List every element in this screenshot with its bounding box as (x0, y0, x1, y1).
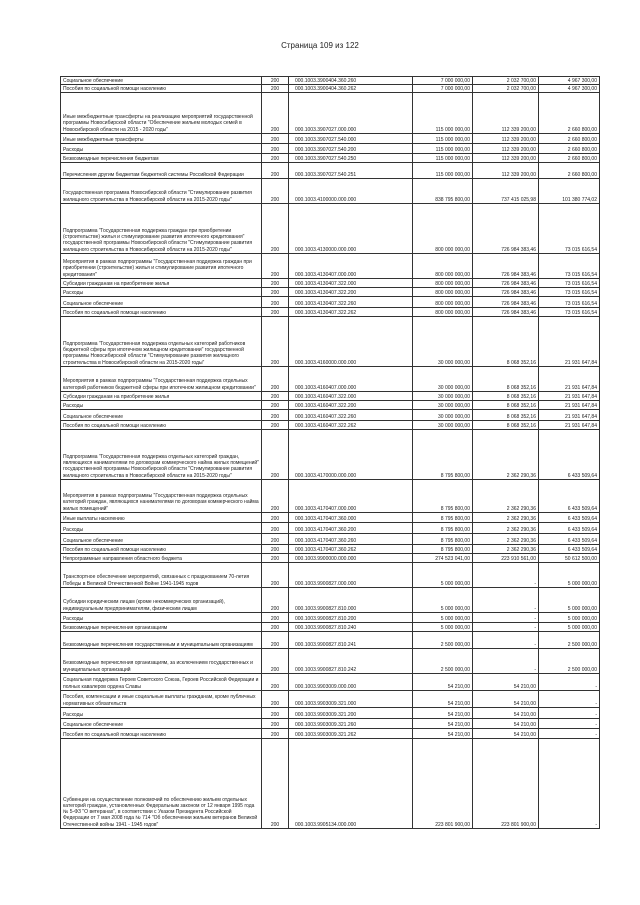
cell-approved-amount: 838 795 800,00 (413, 179, 473, 204)
cell-approved-amount: 30 000 000,00 (413, 367, 473, 392)
cell-budget-classification-code: 000.1003.4170407.360.200 (289, 523, 413, 534)
table-row (61, 430, 600, 480)
cell-line-code: 200 (262, 410, 289, 421)
cell-expense-name: Иные межбюджетные трансферты на реализацию мероприятий государственной программы Новосибирской области "Обеспечение жильем молодых семей в Новосибирской области на 2015 - 2020 годы" (61, 93, 262, 134)
cell-unexecuted-amount: 2 660 800,00 (539, 163, 600, 179)
cell-line-code: 200 (262, 534, 289, 545)
cell-budget-classification-code: 000.1003.4160407.322.200 (289, 401, 413, 410)
cell-line-code: 200 (262, 279, 289, 288)
cell-approved-amount: 54 210,00 (413, 708, 473, 719)
cell-budget-classification-code: 000.1003.9900000.000.000 (289, 554, 413, 563)
cell-line-code: 200 (262, 649, 289, 674)
cell-executed-amount: 2 362 290,36 (473, 523, 539, 534)
table-row (61, 154, 600, 163)
cell-expense-name: Перечисления другим бюджетам бюджетной системы Российской Федерации (61, 163, 262, 179)
cell-expense-name: Субсидии юридическим лицам (кроме некоммерческих организаций), индивидуальным предпринимателям, физическим лицам (61, 588, 262, 613)
cell-unexecuted-amount: 6 433 509,64 (539, 430, 600, 480)
cell-approved-amount: 115 000 000,00 (413, 154, 473, 163)
cell-approved-amount: 2 500 000,00 (413, 632, 473, 649)
cell-expense-name: Социальное обеспечение (61, 297, 262, 308)
cell-executed-amount: 54 210,00 (473, 729, 539, 739)
cell-unexecuted-amount: 50 612 500,00 (539, 554, 600, 563)
cell-unexecuted-amount: - (539, 729, 600, 739)
cell-unexecuted-amount: 73 015 616,54 (539, 254, 600, 279)
table-row (61, 134, 600, 144)
cell-executed-amount: 8 068 352,16 (473, 410, 539, 421)
cell-line-code: 200 (262, 163, 289, 179)
table-row (61, 392, 600, 401)
budget-execution-table (60, 76, 600, 829)
cell-expense-name: Пособия по социальной помощи населению (61, 545, 262, 554)
cell-executed-amount: 8 068 352,16 (473, 317, 539, 367)
cell-budget-classification-code: 000.1003.4130000.000.000 (289, 204, 413, 254)
cell-approved-amount: 800 000 000,00 (413, 254, 473, 279)
cell-line-code: 200 (262, 297, 289, 308)
cell-budget-classification-code: 000.1003.3907027.540.251 (289, 163, 413, 179)
cell-expense-name: Социальное обеспечение (61, 534, 262, 545)
cell-budget-classification-code: 000.1003.9903009.321.200 (289, 708, 413, 719)
cell-executed-amount: 54 210,00 (473, 708, 539, 719)
table-row (61, 288, 600, 297)
table-row (61, 421, 600, 430)
cell-executed-amount: 112 339 200,00 (473, 134, 539, 144)
cell-unexecuted-amount: - (539, 691, 600, 708)
cell-expense-name: Иные выплаты населению (61, 513, 262, 523)
cell-unexecuted-amount: - (539, 739, 600, 829)
cell-approved-amount: 5 000 000,00 (413, 613, 473, 623)
table-row (61, 691, 600, 708)
cell-budget-classification-code: 000.1003.4130407.000.000 (289, 254, 413, 279)
cell-unexecuted-amount: 21 931 647,84 (539, 392, 600, 401)
cell-budget-classification-code: 000.1003.4170407.360.260 (289, 534, 413, 545)
table-row (61, 613, 600, 623)
cell-approved-amount: 30 000 000,00 (413, 421, 473, 430)
table-row (61, 254, 600, 279)
cell-expense-name: Непрограммные направления областного бюджета (61, 554, 262, 563)
table-row (61, 279, 600, 288)
cell-approved-amount: 115 000 000,00 (413, 134, 473, 144)
cell-expense-name: Субвенции на осуществление полномочий по обеспечению жильем отдельных категорий граждан, установленных Федеральным законом от 12 января 1995 года № 5-ФЗ "О ветеранах", в соответствии с Указом Президента Российской Федерации от 7 мая 2008 года № 714 "Об обеспечении жильем ветеранов Великой Отечественной войны 1941 - 1945 годов" (61, 739, 262, 829)
cell-budget-classification-code: 000.1003.3907027.540.000 (289, 134, 413, 144)
table-row (61, 554, 600, 563)
cell-budget-classification-code: 000.1003.4160407.322.000 (289, 392, 413, 401)
cell-expense-name: Мероприятия в рамках подпрограммы "Государственная поддержка отдельных категорий работников бюджетной сферы при ипотечном жилищном кредитовании" (61, 367, 262, 392)
cell-approved-amount: 8 795 800,00 (413, 513, 473, 523)
cell-executed-amount: 54 210,00 (473, 674, 539, 691)
cell-approved-amount: 5 000 000,00 (413, 623, 473, 632)
cell-executed-amount: 2 362 290,36 (473, 545, 539, 554)
cell-expense-name: Подпрограмма "Государственная поддержка граждан при приобретении (строительстве) жилья и стимулирование развития ипотечного кредитования" государственной программы Новосибирской области "Стимулирование развития жилищного строительства в Новосибирской области на 2015-2020 годы" (61, 204, 262, 254)
cell-expense-name: Расходы (61, 708, 262, 719)
cell-approved-amount: 8 795 800,00 (413, 534, 473, 545)
cell-executed-amount: 2 362 290,36 (473, 480, 539, 513)
table-row (61, 93, 600, 134)
cell-line-code: 200 (262, 430, 289, 480)
cell-expense-name: Пособия по социальной помощи населению (61, 85, 262, 93)
table-row (61, 308, 600, 317)
cell-expense-name: Социальная поддержка Героев Советского Союза, Героев Российской Федерации и полных кавалеров ордена Славы (61, 674, 262, 691)
table-row (61, 674, 600, 691)
cell-executed-amount: 726 984 383,46 (473, 308, 539, 317)
cell-approved-amount: 30 000 000,00 (413, 317, 473, 367)
cell-unexecuted-amount: 4 967 300,00 (539, 77, 600, 85)
cell-executed-amount: 112 339 200,00 (473, 144, 539, 154)
cell-approved-amount: 7 000 000,00 (413, 77, 473, 85)
cell-executed-amount: - (473, 623, 539, 632)
table-row (61, 297, 600, 308)
cell-executed-amount: 54 210,00 (473, 719, 539, 729)
cell-approved-amount: 800 000 000,00 (413, 279, 473, 288)
cell-unexecuted-amount: 101 380 774,02 (539, 179, 600, 204)
cell-line-code: 200 (262, 421, 289, 430)
cell-budget-classification-code: 000.1003.4170000.000.000 (289, 430, 413, 480)
cell-executed-amount: 8 068 352,16 (473, 367, 539, 392)
cell-approved-amount: 800 000 000,00 (413, 308, 473, 317)
cell-line-code: 200 (262, 93, 289, 134)
table-row (61, 77, 600, 85)
cell-approved-amount: 5 000 000,00 (413, 588, 473, 613)
table-row (61, 534, 600, 545)
cell-line-code: 200 (262, 77, 289, 85)
cell-unexecuted-amount: 5 000 000,00 (539, 563, 600, 588)
cell-unexecuted-amount: 2 660 800,00 (539, 144, 600, 154)
cell-expense-name: Расходы (61, 613, 262, 623)
cell-unexecuted-amount: 73 015 616,54 (539, 204, 600, 254)
cell-budget-classification-code: 000.1003.9900827.810.000 (289, 588, 413, 613)
cell-approved-amount: 115 000 000,00 (413, 144, 473, 154)
cell-unexecuted-amount: 21 931 647,84 (539, 367, 600, 392)
cell-expense-name: Пособия по социальной помощи населению (61, 308, 262, 317)
cell-line-code: 200 (262, 85, 289, 93)
cell-unexecuted-amount: 6 433 509,64 (539, 513, 600, 523)
cell-unexecuted-amount: 2 500 000,00 (539, 632, 600, 649)
cell-line-code: 200 (262, 739, 289, 829)
cell-line-code: 200 (262, 204, 289, 254)
table-row (61, 317, 600, 367)
cell-line-code: 200 (262, 729, 289, 739)
cell-line-code: 200 (262, 134, 289, 144)
cell-approved-amount: 54 210,00 (413, 674, 473, 691)
table-row (61, 708, 600, 719)
cell-approved-amount: 223 801 900,00 (413, 739, 473, 829)
cell-expense-name: Социальное обеспечение (61, 719, 262, 729)
cell-unexecuted-amount: 73 015 616,54 (539, 279, 600, 288)
cell-approved-amount: 2 500 000,00 (413, 649, 473, 674)
cell-approved-amount: 54 210,00 (413, 729, 473, 739)
cell-expense-name: Государственная программа Новосибирской области "Стимулирование развития жилищного строительства в Новосибирской области на 2015-2020 годы" (61, 179, 262, 204)
cell-executed-amount: 54 210,00 (473, 691, 539, 708)
cell-executed-amount: 112 339 200,00 (473, 93, 539, 134)
cell-budget-classification-code: 000.1003.9903009.321.262 (289, 729, 413, 739)
cell-expense-name: Пособия, компенсации и иные социальные выплаты гражданам, кроме публичных нормативных обязательств (61, 691, 262, 708)
cell-approved-amount: 30 000 000,00 (413, 401, 473, 410)
table-row (61, 588, 600, 613)
cell-budget-classification-code: 000.1003.4170407.360.000 (289, 513, 413, 523)
cell-budget-classification-code: 000.1003.9900827.000.000 (289, 563, 413, 588)
cell-line-code: 200 (262, 480, 289, 513)
table-row (61, 163, 600, 179)
cell-approved-amount: 115 000 000,00 (413, 93, 473, 134)
cell-expense-name: Подпрограмма "Государственная поддержка отдельных категорий граждан, являющихся нанимателями по договорам коммерческого найма жилых помещений" государственной программы Новосибирской области "Стимулирование развития жилищного строительства в Новосибирской области на 2015-2020 годы" (61, 430, 262, 480)
cell-unexecuted-amount: 5 000 000,00 (539, 623, 600, 632)
cell-expense-name: Социальное обеспечение (61, 410, 262, 421)
cell-approved-amount: 30 000 000,00 (413, 392, 473, 401)
cell-executed-amount: - (473, 632, 539, 649)
cell-approved-amount: 800 000 000,00 (413, 297, 473, 308)
cell-unexecuted-amount: 5 000 000,00 (539, 588, 600, 613)
table-row (61, 719, 600, 729)
cell-approved-amount: 800 000 000,00 (413, 288, 473, 297)
cell-unexecuted-amount: 5 000 000,00 (539, 613, 600, 623)
cell-approved-amount: 5 000 000,00 (413, 563, 473, 588)
table-row (61, 632, 600, 649)
cell-executed-amount: 223 801 900,00 (473, 739, 539, 829)
cell-budget-classification-code: 000.1003.3907027.000.000 (289, 93, 413, 134)
cell-unexecuted-amount: - (539, 708, 600, 719)
table-row (61, 179, 600, 204)
cell-executed-amount: 8 068 352,16 (473, 401, 539, 410)
cell-line-code: 200 (262, 563, 289, 588)
cell-unexecuted-amount: 6 433 509,64 (539, 545, 600, 554)
table-row (61, 523, 600, 534)
cell-budget-classification-code: 000.1003.9900827.810.241 (289, 632, 413, 649)
cell-line-code: 200 (262, 392, 289, 401)
cell-executed-amount: 726 984 383,46 (473, 254, 539, 279)
cell-budget-classification-code: 000.1003.9905134.000.000 (289, 739, 413, 829)
cell-executed-amount: 8 068 352,16 (473, 392, 539, 401)
cell-approved-amount: 7 000 000,00 (413, 85, 473, 93)
cell-line-code: 200 (262, 523, 289, 534)
table-row (61, 401, 600, 410)
cell-budget-classification-code: 000.1003.4160407.322.262 (289, 421, 413, 430)
cell-expense-name: Расходы (61, 523, 262, 534)
table-row (61, 85, 600, 93)
table-row (61, 739, 600, 829)
cell-expense-name: Транспортное обеспечение мероприятий, связанных с празднованием 70-летия Победы в Великой Отечественной Войне 1941-1945 годов (61, 563, 262, 588)
cell-unexecuted-amount: 21 931 647,84 (539, 421, 600, 430)
table-row (61, 367, 600, 392)
cell-executed-amount: 2 032 700,00 (473, 77, 539, 85)
cell-approved-amount: 800 000 000,00 (413, 204, 473, 254)
cell-executed-amount: - (473, 613, 539, 623)
cell-approved-amount: 54 210,00 (413, 719, 473, 729)
cell-line-code: 200 (262, 719, 289, 729)
cell-line-code: 200 (262, 554, 289, 563)
cell-unexecuted-amount: 2 500 000,00 (539, 649, 600, 674)
cell-expense-name: Мероприятия в рамках подпрограммы "Государственная поддержка граждан при приобретении (строительстве) жилья и стимулирование развития ипотечного кредитования" (61, 254, 262, 279)
cell-executed-amount: 726 984 383,46 (473, 288, 539, 297)
cell-line-code: 200 (262, 545, 289, 554)
cell-expense-name: Субсидии гражданам на приобретение жилья (61, 392, 262, 401)
cell-approved-amount: 8 795 800,00 (413, 523, 473, 534)
cell-line-code: 200 (262, 401, 289, 410)
table-row (61, 649, 600, 674)
table-row (61, 729, 600, 739)
cell-unexecuted-amount: - (539, 719, 600, 729)
cell-unexecuted-amount: 21 931 647,84 (539, 401, 600, 410)
cell-expense-name: Расходы (61, 288, 262, 297)
cell-budget-classification-code: 000.1003.9903009.321.000 (289, 691, 413, 708)
cell-line-code: 200 (262, 588, 289, 613)
cell-executed-amount: 2 362 290,36 (473, 430, 539, 480)
cell-budget-classification-code: 000.1003.9900827.810.240 (289, 623, 413, 632)
cell-budget-classification-code: 000.1003.4170407.000.000 (289, 480, 413, 513)
table-row (61, 410, 600, 421)
cell-executed-amount: 8 068 352,16 (473, 421, 539, 430)
cell-budget-classification-code: 000.1003.9900827.810.200 (289, 613, 413, 623)
cell-line-code: 200 (262, 613, 289, 623)
cell-executed-amount: 223 910 561,00 (473, 554, 539, 563)
cell-budget-classification-code: 000.1003.3907027.540.200 (289, 144, 413, 154)
cell-line-code: 200 (262, 144, 289, 154)
cell-budget-classification-code: 000.1003.4100000.000.000 (289, 179, 413, 204)
cell-budget-classification-code: 000.1003.4130407.322.000 (289, 279, 413, 288)
cell-unexecuted-amount: 21 931 647,84 (539, 317, 600, 367)
cell-line-code: 200 (262, 674, 289, 691)
cell-executed-amount: 737 415 025,98 (473, 179, 539, 204)
table-row (61, 480, 600, 513)
cell-unexecuted-amount: 73 015 616,54 (539, 308, 600, 317)
cell-expense-name: Безвозмездные перечисления организациям, за исключением государственных и муниципальных организаций (61, 649, 262, 674)
cell-budget-classification-code: 000.1003.9903009.000.000 (289, 674, 413, 691)
cell-budget-classification-code: 000.1003.4160000.000.000 (289, 317, 413, 367)
cell-expense-name: Расходы (61, 144, 262, 154)
cell-unexecuted-amount: 2 660 800,00 (539, 154, 600, 163)
cell-unexecuted-amount: - (539, 674, 600, 691)
cell-expense-name: Безвозмездные перечисления организациям (61, 623, 262, 632)
cell-unexecuted-amount: 73 015 616,54 (539, 288, 600, 297)
cell-unexecuted-amount: 6 433 509,64 (539, 534, 600, 545)
cell-budget-classification-code: 000.1003.4160407.322.260 (289, 410, 413, 421)
cell-unexecuted-amount: 6 433 509,64 (539, 523, 600, 534)
cell-executed-amount: - (473, 649, 539, 674)
cell-expense-name: Мероприятия в рамках подпрограммы "Государственная поддержка отдельных категорий граждан, являющихся нанимателями по договорам коммерческого найма жилых помещений" (61, 480, 262, 513)
cell-expense-name: Социальное обеспечение (61, 77, 262, 85)
cell-budget-classification-code: 000.1003.9903009.321.260 (289, 719, 413, 729)
cell-line-code: 200 (262, 691, 289, 708)
cell-executed-amount: 112 339 200,00 (473, 163, 539, 179)
cell-unexecuted-amount: 21 931 647,84 (539, 410, 600, 421)
cell-approved-amount: 54 210,00 (413, 691, 473, 708)
cell-executed-amount: 2 362 290,36 (473, 513, 539, 523)
cell-executed-amount: 2 362 290,36 (473, 534, 539, 545)
table-row (61, 513, 600, 523)
cell-unexecuted-amount: 73 015 616,54 (539, 297, 600, 308)
cell-expense-name: Безвозмездные перечисления государственным и муниципальным организациям (61, 632, 262, 649)
cell-expense-name: Пособия по социальной помощи населению (61, 729, 262, 739)
cell-budget-classification-code: 000.1003.4130407.322.200 (289, 288, 413, 297)
cell-executed-amount: 2 032 700,00 (473, 85, 539, 93)
cell-approved-amount: 8 795 800,00 (413, 545, 473, 554)
cell-budget-classification-code: 000.1003.3907027.540.250 (289, 154, 413, 163)
table-row (61, 204, 600, 254)
cell-budget-classification-code: 000.1003.9900827.810.242 (289, 649, 413, 674)
cell-line-code: 200 (262, 317, 289, 367)
table-row (61, 144, 600, 154)
table-row (61, 545, 600, 554)
cell-unexecuted-amount: 4 967 300,00 (539, 85, 600, 93)
cell-unexecuted-amount: 2 660 800,00 (539, 93, 600, 134)
cell-unexecuted-amount: 6 433 509,64 (539, 480, 600, 513)
cell-line-code: 200 (262, 623, 289, 632)
cell-budget-classification-code: 000.1003.3900404.360.262 (289, 85, 413, 93)
cell-approved-amount: 115 000 000,00 (413, 163, 473, 179)
cell-budget-classification-code: 000.1003.4170407.360.262 (289, 545, 413, 554)
cell-executed-amount: - (473, 588, 539, 613)
cell-line-code: 200 (262, 308, 289, 317)
cell-budget-classification-code: 000.1003.4160407.000.000 (289, 367, 413, 392)
table-row (61, 563, 600, 588)
cell-line-code: 200 (262, 367, 289, 392)
cell-executed-amount: - (473, 563, 539, 588)
cell-approved-amount: 30 000 000,00 (413, 410, 473, 421)
cell-line-code: 200 (262, 179, 289, 204)
table-row (61, 623, 600, 632)
cell-approved-amount: 274 523 041,00 (413, 554, 473, 563)
cell-executed-amount: 112 339 200,00 (473, 154, 539, 163)
cell-approved-amount: 8 795 800,00 (413, 480, 473, 513)
cell-budget-classification-code: 000.1003.4130407.322.262 (289, 308, 413, 317)
cell-executed-amount: 726 984 383,46 (473, 297, 539, 308)
cell-approved-amount: 8 795 800,00 (413, 430, 473, 480)
cell-expense-name: Пособия по социальной помощи населению (61, 421, 262, 430)
cell-budget-classification-code: 000.1003.3900404.360.260 (289, 77, 413, 85)
cell-expense-name: Субсидии гражданам на приобретение жилья (61, 279, 262, 288)
cell-budget-classification-code: 000.1003.4130407.322.260 (289, 297, 413, 308)
cell-line-code: 200 (262, 632, 289, 649)
cell-line-code: 200 (262, 513, 289, 523)
cell-line-code: 200 (262, 254, 289, 279)
cell-expense-name: Безвозмездные перечисления бюджетам (61, 154, 262, 163)
cell-line-code: 200 (262, 154, 289, 163)
cell-expense-name: Расходы (61, 401, 262, 410)
cell-expense-name: Иные межбюджетные трансферты (61, 134, 262, 144)
cell-unexecuted-amount: 2 660 800,00 (539, 134, 600, 144)
cell-line-code: 200 (262, 708, 289, 719)
cell-line-code: 200 (262, 288, 289, 297)
cell-executed-amount: 726 984 383,46 (473, 204, 539, 254)
cell-executed-amount: 726 984 383,46 (473, 279, 539, 288)
page-number-label: Страница 109 из 122 (281, 41, 359, 50)
cell-expense-name: Подпрограмма "Государственная поддержка отдельных категорий работников бюджетной сферы при ипотечном жилищном кредитовании" государственной программы Новосибирской области "Стимулирование развития жилищного строительства в Новосибирской области на 2015-2020 годы" (61, 317, 262, 367)
